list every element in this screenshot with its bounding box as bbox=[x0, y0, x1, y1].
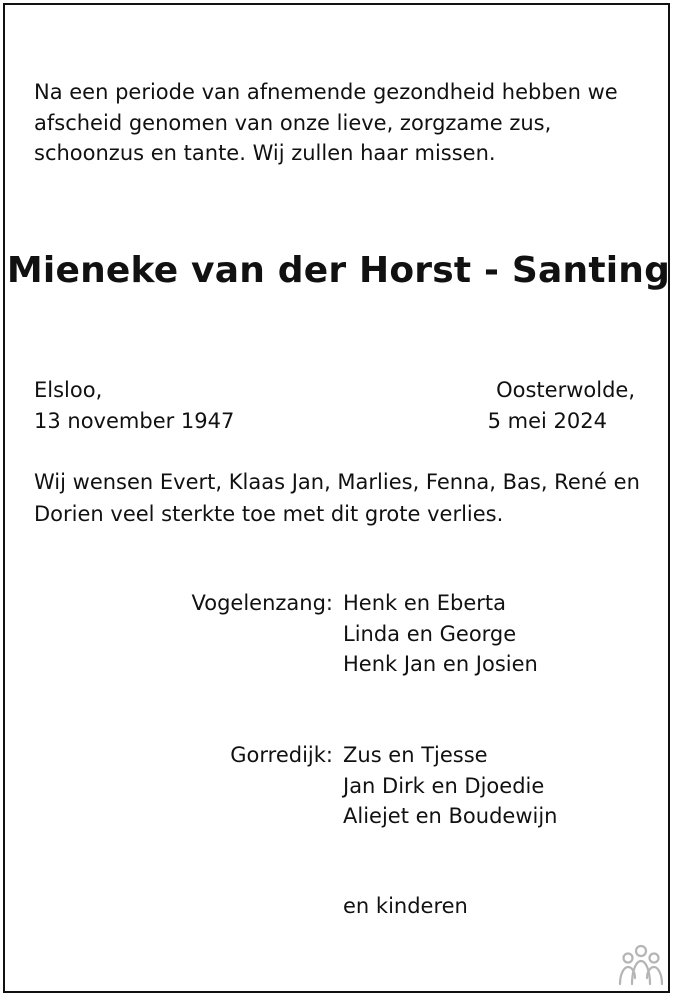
intro-line: afscheid genomen van onze lieve, zorgzame zus, bbox=[34, 110, 552, 135]
intro-line: Na een periode van afnemende gezondheid hebben we bbox=[34, 80, 618, 104]
family-group-members bbox=[343, 588, 538, 680]
wish-line: Dorien veel sterkte toe met dit grote verlies. bbox=[34, 502, 504, 526]
family-member: Henk Jan en Josien bbox=[343, 652, 538, 676]
death-info bbox=[488, 375, 635, 436]
intro-text bbox=[34, 77, 618, 169]
deceased-name: Mieneke van der Horst - Santing bbox=[6, 250, 671, 291]
family-group-place: Gorredijk: bbox=[230, 743, 333, 767]
family-member: Henk en Eberta bbox=[343, 591, 507, 615]
intro-line: schoonzus en tante. Wij zullen haar missen. bbox=[34, 141, 496, 165]
family-group-members bbox=[343, 740, 558, 832]
family-member: Jan Dirk en Djoedie bbox=[343, 773, 545, 798]
wish-text bbox=[34, 467, 640, 531]
closing-text: en kinderen bbox=[343, 894, 468, 918]
family-member: Linda en George bbox=[343, 621, 517, 646]
birth-info bbox=[34, 375, 234, 436]
wish-line: Wij wensen Evert, Klaas Jan, Marlies, Fenna, Bas, René en bbox=[34, 470, 640, 494]
family-group-place: Vogelenzang: bbox=[191, 591, 333, 615]
people-group-icon bbox=[617, 944, 665, 988]
death-date: 5 mei 2024 bbox=[487, 408, 607, 433]
birth-place: Elsloo, bbox=[34, 378, 103, 402]
death-place: Oosterwolde, bbox=[496, 378, 635, 402]
family-member: Zus en Tjesse bbox=[343, 743, 488, 767]
birth-date: 13 november 1947 bbox=[34, 408, 235, 433]
family-member: Aliejet en Boudewijn bbox=[343, 804, 558, 828]
